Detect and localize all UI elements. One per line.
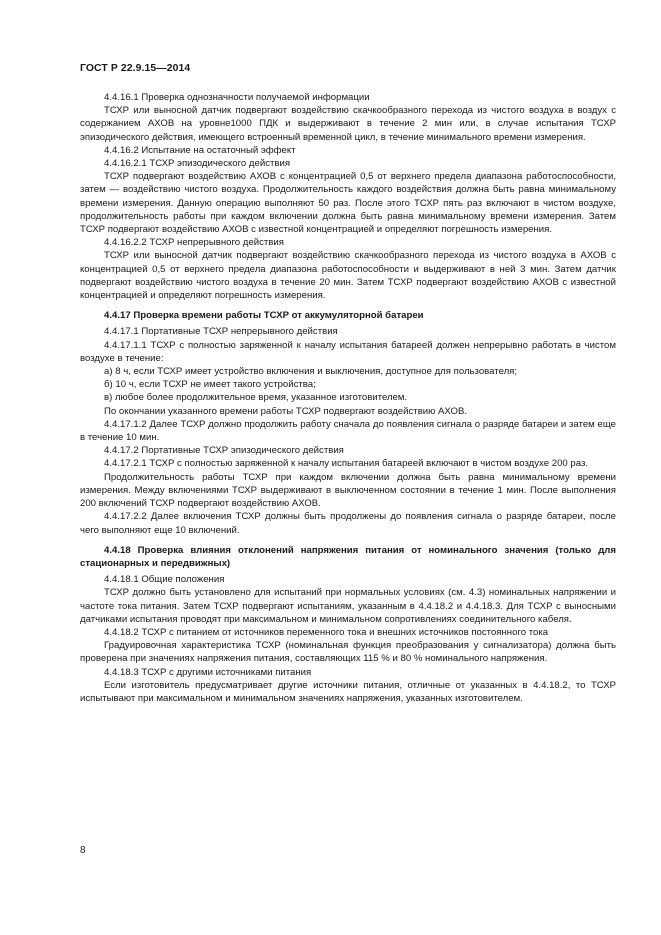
page-number: 8: [80, 845, 86, 856]
document-header: ГОСТ Р 22.9.15—2014: [80, 63, 191, 74]
paragraph: 4.4.18.1 Общие положения: [104, 574, 225, 586]
paragraph: По окончании указанного времени работы ТСХР подвергают воздействию АХОВ.: [104, 405, 468, 417]
paragraph: ТСХР или выносной датчик подвергают воздействию скачкообразного перехода из чистого воздуха в воздух с содержанием АХОВ на уровне1000 ПДК и выдерживают в течение 2 мин или, в случае испытания ТСХР эпизодического действия, имеющего встроенный временной цикл, в течение минимального времени измерения.: [80, 105, 616, 143]
paragraph: ТСХР или выносной датчик подвергают воздействию скачкообразного перехода из чистого воздуха в АХОВ с концентрацией 0,5 от верхнего предела диапазона работоспособности и выдерживают в ней 3 мин. Затем датчик подвергают воздействию чистого воздуха в течение 20 мин. Затем ТСХР подвергают воздействию АХОВ с известной концентрацией и определяют погрешность измерения.: [80, 250, 616, 302]
paragraph: ТСХР должно быть установлено для испытаний при нормальных условиях (см. 4.3) номинальных напряжении и частоте тока питания. Затем ТСХР подвергают испытаниям, указанным в 4.4.18.2 и 4.4.18.3. Для ТСХР с выносными датчиками испытания проводят при максимальном и минимальном сопротивлениях соединительного кабеля.: [80, 587, 616, 625]
document-body: [80, 91, 616, 705]
paragraph: 4.4.16.1 Проверка однозначности получаемой информации: [104, 92, 370, 103]
paragraph: 4.4.17.1.2 Далее ТСХР должно продолжить работу сначала до появления сигнала о разряде батареи и затем еще в течение 10 мин.: [80, 418, 616, 444]
paragraph: Градуировочная характеристика ТСХР (номинальная функция преобразования у сигнализатора) должна быть проверена при значениях напряжения питания, составляющих 115 % и 80 % номинального напряжения.: [80, 640, 616, 665]
section-heading: 4.4.17 Проверка времени работы ТСХР от аккумуляторной батареи: [104, 310, 424, 322]
paragraph: в) любое более продолжительное время, указанное изготовителем.: [104, 392, 408, 404]
paragraph: 4.4.17.2.2 Далее включения ТСХР должны быть продолжены до появления сигнала о разряде батареи, после чего выполняют еще 10 включений.: [80, 511, 616, 536]
paragraph: Продолжительность работы ТСХР при каждом включении должна быть равна минимальному времени измерения. Между включениями ТСХР выдерживают в выключенном состоянии в течение 1 мин. После выполнения 200 включений ТСХР подвергают воздействию АХОВ.: [80, 471, 616, 510]
paragraph: б) 10 ч, если ТСХР не имеет такого устройства;: [104, 379, 316, 391]
section-heading: 4.4.18 Проверка влияния отклонений напряжения питания от номинального значения (только для стационарных и передвижных): [80, 544, 616, 569]
paragraph: 4.4.16.2.1 ТСХР эпизодического действия: [104, 158, 291, 170]
paragraph: 4.4.17.1.1 ТСХР с полностью заряженной к началу испытания батареей должен непрерывно работать в чистом воздухе в течение:: [80, 339, 616, 364]
paragraph: ТСХР подвергают воздействию АХОВ с концентрацией 0,5 от верхнего предела диапазона работоспособности, затем — воздействию чистого воздуха. Продолжительность каждого воздействия должна быть равна минимальному времени измерения. Данную операцию выполняют 50 раз. После этого ТСХР пять раз включают в чистом воздухе, продолжительность работы при каждом включении должна быть равна минимальному времени измерения. Затем ТСХР подвергают воздействию АХОВ с известной концентрацией и определяют погрешность измерения.: [80, 171, 616, 236]
paragraph: 4.4.17.1 Портативные ТСХР непрерывного действия: [104, 326, 338, 338]
paragraph: 4.4.18.3 ТСХР с другими источниками питания: [104, 666, 312, 678]
paragraph: Если изготовитель предусматривает другие источники питания, отличные от указанных в 4.4.18.2, то ТСХР испытывают при максимальном и минимальном значениях напряжения, указанных изготовителем.: [80, 679, 616, 704]
paragraph: а) 8 ч, если ТСХР имеет устройство включения и выключения, доступное для пользователя;: [104, 366, 518, 378]
paragraph: 4.4.16.2 Испытание на остаточный эффект: [104, 144, 296, 156]
paragraph: 4.4.18.2 ТСХР с питанием от источников переменного тока и внешних источников постоянного тока: [104, 626, 549, 638]
paragraph: 4.4.16.2.2 ТСХР непрерывного действия: [104, 237, 284, 249]
paragraph: 4.4.17.2 Портативные ТСХР эпизодического действия: [104, 445, 344, 457]
paragraph: 4.4.17.2.1 ТСХР с полностью заряженной к началу испытания батареей включают в чистом воздухе 200 раз.: [104, 458, 589, 470]
